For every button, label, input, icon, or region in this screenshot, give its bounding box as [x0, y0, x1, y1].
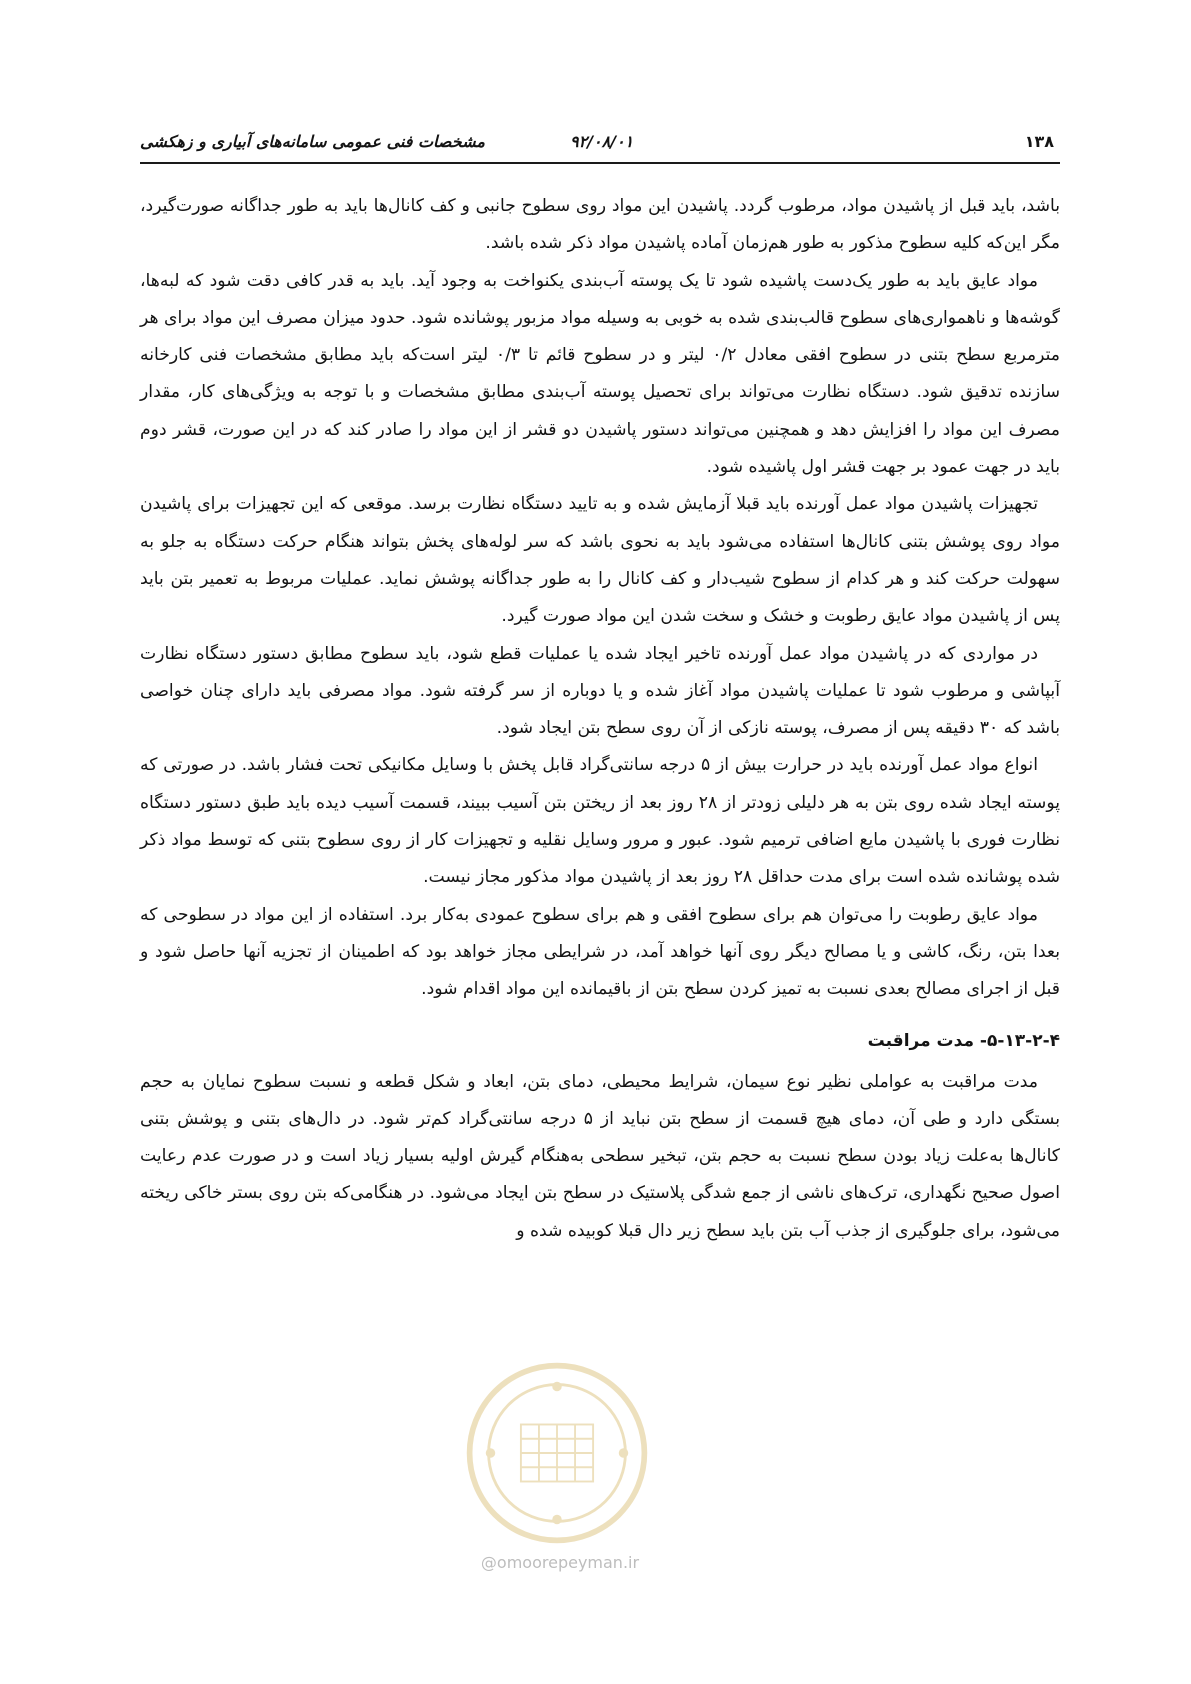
paragraph: در مواردی که در پاشیدن مواد عمل آورنده تاخیر ایجاد شده یا عملیات قطع شود، باید سطوح مطابق دستور دستگاه نظارت آبپاشی و مرطوب شود تا عملیات پاشیدن مواد آغاز شده و یا دوباره از سر گرفته شود. مواد مصرفی باید دارای چنان خواصی باشد که ۳۰ دقیقه پس از مصرف، پوسته نازکی از آن روی سطح بتن ایجاد شود. — [140, 643, 1060, 739]
section-heading: ۵-۱۳-۲-۴- مدت مراقبت — [867, 1030, 1060, 1051]
at-icon: @ — [480, 1553, 497, 1572]
page-header — [140, 128, 1060, 164]
watermark-url — [440, 1553, 680, 1572]
header-title: مشخصات فنی عمومی سامانه‌های آبیاری و زهکشی — [140, 132, 485, 151]
watermark-seal-icon — [462, 1358, 652, 1548]
paragraph: تجهیزات پاشیدن مواد عمل آورنده باید قبلا آزمایش شده و به تایید دستگاه نظارت برسد. موقعی که این تجهیزات برای پاشیدن مواد روی پوشش بتنی کانال‌ها استفاده می‌شود باید به نحوی باشد که سر لوله‌های پخش بتواند هنگام حرکت دستگاه به جلو به سهولت حرکت کند و هر کدام از سطوح شیب‌دار و کف کانال را به طور جداگانه پوشش نماید. عملیات مربوط به تعمیر بتن باید پس از پاشیدن مواد عایق رطوبت و خشک و سخت شدن این مواد صورت گیرد. — [140, 494, 1060, 627]
paragraph: انواع مواد عمل آورنده باید در حرارت بیش از ۵ درجه سانتی‌گراد قابل پخش با وسایل مکانیکی تحت فشار باشد. در صورتی که پوسته ایجاد شده روی بتن به هر دلیلی زودتر از ۲۸ روز بعد از ریختن بتن آسیب ببیند، قسمت آسیب دیده باید طبق دستور دستگاه نظارت فوری با پاشیدن مایع اضافی ترمیم شود. عبور و مرور وسایل نقلیه و تجهیزات کار از روی سطوح بتنی که توسط مواد ذکر شده پوشانده شده است برای مدت حداقل ۲۸ روز بعد از پاشیدن مواد مذکور مجاز نیست. — [140, 755, 1060, 888]
header-date: ۹۲/۰۸/۰۱ — [570, 132, 634, 151]
page-number: ۱۳۸ — [1024, 132, 1054, 151]
paragraph: مواد عایق رطوبت را می‌توان هم برای سطوح افقی و هم برای سطوح عمودی به‌کار برد. استفاده از این مواد در سطوحی که بعدا بتن، رنگ، کاشی و یا مصالح دیگر روی آنها خواهد آمد، در شرایطی مجاز خواهد بود که اطمینان از تجزیه آنها حاصل شود و قبل از اجرای مصالح بعدی نسبت به تمیز کردن سطح بتن از باقیمانده این مواد اقدام شود. — [140, 904, 1060, 1000]
paragraph: باشد، باید قبل از پاشیدن مواد، مرطوب گردد. پاشیدن این مواد روی سطوح جانبی و کف کانال‌ها باید به طور جداگانه صورت‌گیرد، مگر این‌که کلیه سطوح مذکور به طور هم‌زمان آماده پاشیدن مواد ذکر شده باشد. — [140, 196, 1060, 254]
paragraph: مواد عایق باید به طور یک‌دست پاشیده شود تا یک پوسته آب‌بندی یکنواخت به وجود آید. باید به قدر کافی دقت شود که لبه‌ها، گوشه‌ها و ناهمواری‌های سطوح قالب‌بندی شده به خوبی به وسیله مواد مزبور پوشانده شود. حدود میزان مصرف این مواد برای هر مترمربع سطح بتنی در سطوح افقی معادل ۰/۲ لیتر و در سطوح قائم تا ۰/۳ لیتر است‌که باید مطابق مشخصات فنی کارخانه سازنده تدقیق شود. دستگاه نظارت می‌تواند برای تحصیل پوسته آب‌بندی مطابق مشخصات و با توجه به ویژگی‌های کار، مقدار مصرف این مواد را افزایش دهد و همچنین می‌تواند دستور پاشیدن دو قشر از این مواد را صادر کند که در این صورت، قشر دوم باید در جهت عمود بر جهت قشر اول پاشیده شود. — [140, 270, 1061, 478]
watermark-url-text: omoorepeyman.ir — [496, 1553, 640, 1572]
paragraph: مدت مراقبت به عواملی نظیر نوع سیمان، شرایط محیطی، دمای بتن، ابعاد و شکل قطعه و نسبت سطوح نمایان به حجم بستگی دارد و طی آن، دمای هیچ قسمت از سطح بتن نباید از ۵ درجه سانتی‌گراد کم‌تر شود. در دال‌های بتنی و پوشش بتنی کانال‌ها به‌علت زیاد بودن سطح نسبت به حجم بتن، تبخیر سطحی به‌هنگام گیرش اولیه بسیار زیاد است و در صورت عدم رعایت اصول صحیح نگهداری، ترک‌های ناشی از جمع شدگی پلاستیک در سطح بتن ایجاد می‌شود. در هنگامی‌که بتن روی بستر خاکی ریخته می‌شود، برای جلوگیری از جذب آب بتن باید سطح زیر دال قبلا کوبیده شده و — [140, 1071, 1060, 1241]
body-text — [140, 188, 1060, 1250]
